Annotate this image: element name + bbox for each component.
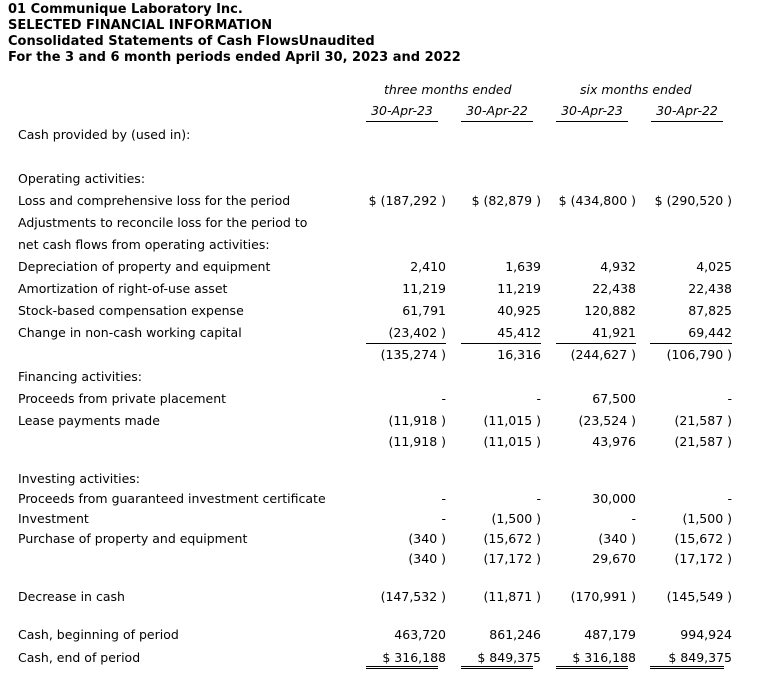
row-value: - [536, 491, 541, 506]
row-value: - [441, 491, 446, 506]
row-label: Purchase of property and equipment [18, 531, 248, 546]
row-value: (11,871 ) [483, 589, 541, 604]
row-label: Proceeds from private placement [18, 391, 227, 406]
total-double-rule [366, 666, 438, 669]
row-label: Lease payments made [18, 413, 160, 428]
subtotal-rule [461, 343, 541, 344]
row-value: (170,991 ) [570, 589, 636, 604]
row-value: 22,438 [592, 281, 636, 296]
row-value: 463,720 [394, 627, 446, 642]
total-double-rule [650, 666, 724, 669]
row-value: 22,438 [688, 281, 732, 296]
row-value: $ 849,375 [477, 650, 541, 665]
row-label: Decrease in cash [18, 589, 125, 604]
row-value: (340 ) [408, 531, 446, 546]
total-double-rule [556, 666, 628, 669]
row-value: (11,918 ) [388, 413, 446, 428]
row-value: (340 ) [408, 551, 446, 566]
three-months-header: three months ended [384, 82, 512, 97]
row-value: - [631, 511, 636, 526]
row-value: 29,670 [592, 551, 636, 566]
row-value: 994,924 [680, 627, 732, 642]
row-value: 487,179 [584, 627, 636, 642]
period-description: For the 3 and 6 month periods ended April 30, 2023 and 2022 [8, 50, 461, 65]
row-value: 4,932 [600, 259, 636, 274]
row-value: - [441, 391, 446, 406]
column-header-underline [556, 121, 628, 122]
row-value: (17,172 ) [674, 551, 732, 566]
row-label: Amortization of right-of-use asset [18, 281, 228, 296]
subtotal-rule [556, 343, 636, 344]
row-value: 11,219 [497, 281, 541, 296]
row-value: (1,500 ) [491, 511, 541, 526]
company-name: 01 Communique Laboratory Inc. [8, 2, 243, 17]
row-value: 61,791 [402, 303, 446, 318]
row-value: - [536, 391, 541, 406]
statement-title: Consolidated Statements of Cash FlowsUnaudited [8, 34, 375, 49]
row-value: 16,316 [497, 347, 541, 362]
row-value: (17,172 ) [483, 551, 541, 566]
row-value: 2,410 [410, 259, 446, 274]
row-label: Cash, beginning of period [18, 627, 179, 642]
row-value: 861,246 [489, 627, 541, 642]
row-value: (23,402 ) [388, 325, 446, 340]
row-value: 87,825 [688, 303, 732, 318]
total-double-rule [461, 666, 533, 669]
row-value: (244,627 ) [570, 347, 636, 362]
row-value: 43,976 [592, 434, 636, 449]
row-label: Cash provided by (used in): [18, 127, 191, 142]
subtotal-rule [366, 343, 446, 344]
row-label: Depreciation of property and equipment [18, 259, 271, 274]
row-label: Financing activities: [18, 369, 142, 384]
row-value: 1,639 [505, 259, 541, 274]
row-value: $ (187,292 ) [368, 193, 446, 208]
column-date-header: 30-Apr-23 [561, 103, 623, 118]
row-value: $ (290,520 ) [654, 193, 732, 208]
row-label: Operating activities: [18, 171, 146, 186]
row-label: Change in non-cash working capital [18, 325, 242, 340]
row-label: net cash flows from operating activities: [18, 237, 270, 252]
row-label: Investment [18, 511, 89, 526]
row-value: - [727, 391, 732, 406]
row-value: 11,219 [402, 281, 446, 296]
report-subtitle: SELECTED FINANCIAL INFORMATION [8, 18, 273, 33]
row-value: (1,500 ) [682, 511, 732, 526]
row-value: (23,524 ) [578, 413, 636, 428]
column-header-underline [461, 121, 533, 122]
row-value: (11,015 ) [483, 434, 541, 449]
row-value: 120,882 [584, 303, 636, 318]
row-label: Cash, end of period [18, 650, 141, 665]
row-label: Adjustments to reconcile loss for the period to [18, 215, 308, 230]
row-value: (106,790 ) [666, 347, 732, 362]
row-value: (145,549 ) [666, 589, 732, 604]
row-value: - [727, 491, 732, 506]
row-value: 67,500 [592, 391, 636, 406]
row-value: (340 ) [598, 531, 636, 546]
six-months-header: six months ended [580, 82, 692, 97]
row-value: (147,532 ) [380, 589, 446, 604]
row-value: (15,672 ) [674, 531, 732, 546]
column-date-header: 30-Apr-23 [371, 103, 433, 118]
row-value: (11,918 ) [388, 434, 446, 449]
row-value: - [441, 511, 446, 526]
row-label: Stock-based compensation expense [18, 303, 244, 318]
row-value: (21,587 ) [674, 434, 732, 449]
column-date-header: 30-Apr-22 [466, 103, 528, 118]
row-value: $ (434,800 ) [558, 193, 636, 208]
row-value: 4,025 [696, 259, 732, 274]
row-value: 41,921 [592, 325, 636, 340]
row-value: 45,412 [497, 325, 541, 340]
column-header-underline [651, 121, 723, 122]
row-value: $ 316,188 [382, 650, 446, 665]
row-value: 40,925 [497, 303, 541, 318]
row-value: (135,274 ) [380, 347, 446, 362]
row-label: Proceeds from guaranteed investment certificate [18, 491, 326, 506]
row-label: Loss and comprehensive loss for the period [18, 193, 291, 208]
row-value: (15,672 ) [483, 531, 541, 546]
column-date-header: 30-Apr-22 [656, 103, 718, 118]
row-value: $ 849,375 [668, 650, 732, 665]
row-value: 69,442 [688, 325, 732, 340]
row-value: 30,000 [592, 491, 636, 506]
row-value: (21,587 ) [674, 413, 732, 428]
row-value: (11,015 ) [483, 413, 541, 428]
subtotal-rule [650, 343, 732, 344]
row-label: Investing activities: [18, 471, 140, 486]
column-header-underline [366, 121, 438, 122]
row-value: $ (82,879 ) [471, 193, 541, 208]
row-value: $ 316,188 [572, 650, 636, 665]
